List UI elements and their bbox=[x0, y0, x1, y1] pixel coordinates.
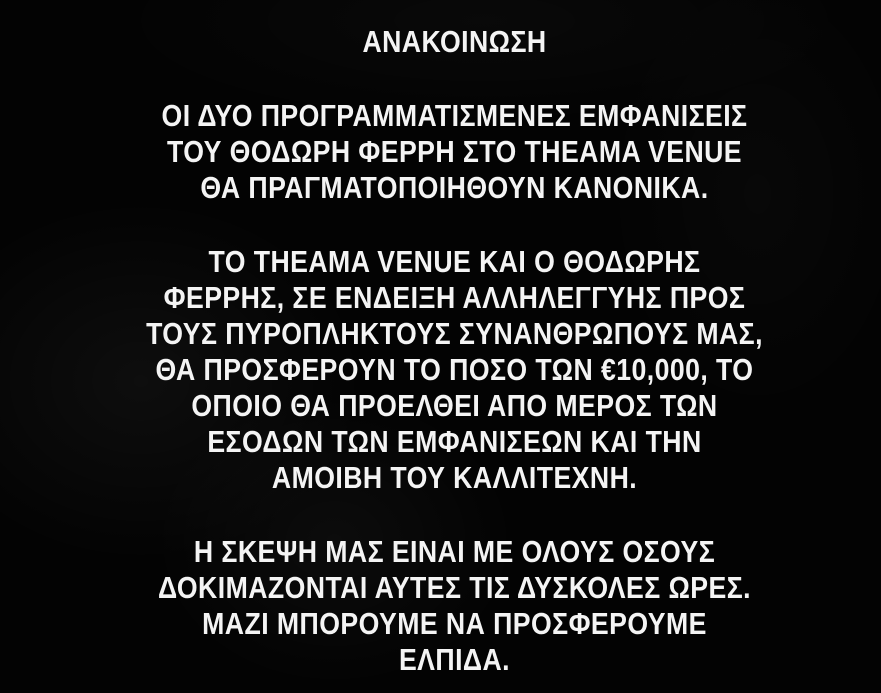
announcement-line: ΘΑ ΠΡΟΣΦΕΡΟΥΝ ΤΟ ΠΟΣΟ ΤΩΝ €10,000, ΤΟ bbox=[155, 352, 754, 387]
announcement-paragraph-donation bbox=[76, 244, 834, 496]
announcement-line: ΤΟ THEAMA VENUE ΚΑΙ Ο ΘΟΔΩΡΗΣ bbox=[208, 244, 701, 279]
announcement-line: ΤΟΥ ΘΟΔΩΡΗ ΦΕΡΡΗ ΣΤΟ THEAMA VENUE bbox=[166, 134, 743, 169]
announcement-line: ΟΠΟΙΟ ΘΑ ΠΡΟΕΛΘΕΙ ΑΠΟ ΜΕΡΟΣ ΤΩΝ bbox=[191, 388, 718, 423]
announcement-line: ΤΟΥΣ ΠΥΡΟΠΛΗΚΤΟΥΣ ΣΥΝΑΝΘΡΩΠΟΥΣ ΜΑΣ, bbox=[146, 316, 763, 351]
announcement-line: ΟΙ ΔΥΟ ΠΡΟΓΡΑΜΜΑΤΙΣΜΕΝΕΣ ΕΜΦΑΝΙΣΕΙΣ bbox=[161, 98, 748, 133]
announcement-line: ΕΣΟΔΩΝ ΤΩΝ ΕΜΦΑΝΙΣΕΩΝ ΚΑΙ ΤΗΝ bbox=[207, 424, 702, 459]
announcement-paragraph-shows bbox=[76, 98, 834, 206]
announcement-line: ΜΑΖΙ ΜΠΟΡΟΥΜΕ ΝΑ ΠΡΟΣΦΕΡΟΥΜΕ bbox=[202, 606, 707, 641]
announcement-line: ΔΟΚΙΜΑΖΟΝΤΑΙ ΑΥΤΕΣ ΤΙΣ ΔΥΣΚΟΛΕΣ ΩΡΕΣ. bbox=[158, 570, 751, 605]
announcement-line: ΘΑ ΠΡΑΓΜΑΤΟΠΟΙΗΘΟΥΝ ΚΑΝΟΝΙΚΑ. bbox=[200, 170, 709, 205]
announcement-line: Η ΣΚΕΨΗ ΜΑΣ ΕΙΝΑΙ ΜΕ ΟΛΟΥΣ ΟΣΟΥΣ bbox=[193, 534, 716, 569]
announcement-line: ΕΛΠΙΔΑ. bbox=[398, 642, 511, 677]
announcement-line: ΑΜΟΙΒΗ ΤΟΥ ΚΑΛΛΙΤΕΧΝΗ. bbox=[271, 460, 638, 495]
announcement-paragraph-closing bbox=[76, 534, 834, 678]
announcement-content bbox=[76, 24, 834, 678]
announcement-title: ΑΝΑΚΟΙΝΩΣΗ bbox=[362, 24, 547, 59]
announcement-line: ΦΕΡΡΗΣ, ΣΕ ΕΝΔΕΙΞΗ ΑΛΛΗΛΕΓΓΥΗΣ ΠΡΟΣ bbox=[163, 280, 746, 315]
